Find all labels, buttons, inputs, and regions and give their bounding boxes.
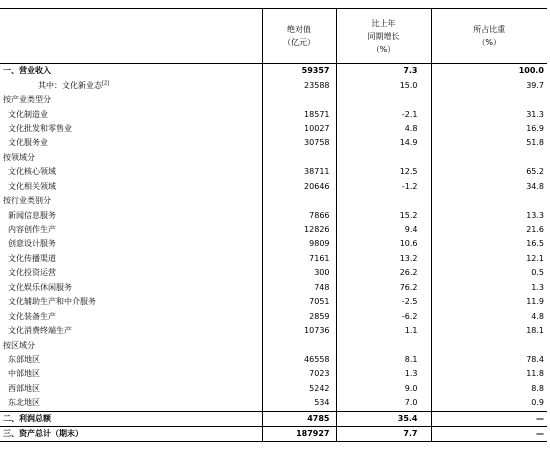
cell-share: 21.6 [431,223,547,237]
table-row [0,396,547,411]
header-row [0,9,547,64]
cell-value: 23588 [262,78,336,92]
cell-growth: 76.2 [336,281,431,295]
cell-value [262,93,336,107]
table-row [0,237,547,251]
cell-value: 30758 [262,136,336,150]
cell-growth: 35.4 [336,411,431,426]
cell-value: 187927 [262,426,336,441]
cell-growth [336,93,431,107]
table-row [0,353,547,367]
header-share-unit: （%） [477,38,502,47]
cell-share: 12.1 [431,252,547,266]
cell-share: 100.0 [431,64,547,79]
cell-value: 18571 [262,107,336,121]
table-row [0,223,547,237]
cell-growth: 1.1 [336,324,431,338]
cell-share: 1.3 [431,281,547,295]
cell-growth [336,338,431,352]
table-row [0,208,547,222]
table-row [0,382,547,396]
row-label: 文化辅助生产和中介服务 [8,297,96,307]
cell-growth: 7.0 [336,396,431,411]
table-row [0,367,547,381]
table-row [0,107,547,121]
cell-value: 7051 [262,295,336,309]
section-label: 按领域分 [3,152,35,162]
table-row [0,78,547,92]
cell-value: 38711 [262,165,336,179]
section-label: 按产业类型分 [3,95,51,105]
cell-share: 65.2 [431,165,547,179]
cell-value: 300 [262,266,336,280]
row-label: 文化核心领域 [8,167,56,177]
cell-share: 13.3 [431,208,547,222]
table-row [0,426,547,441]
cell-growth: 7.3 [336,64,431,79]
cell-share [431,151,547,165]
cell-value: 20646 [262,180,336,194]
cell-value: 46558 [262,353,336,367]
table-row [0,252,547,266]
cell-growth: 12.5 [336,165,431,179]
cell-growth: 10.6 [336,237,431,251]
cell-growth: 1.3 [336,367,431,381]
cell-share: 4.8 [431,309,547,323]
row-label [0,78,262,92]
cell-value: 534 [262,396,336,411]
cell-value: 59357 [262,64,336,79]
cell-share [431,338,547,352]
cell-value: 7023 [262,367,336,381]
section-label: 按行业类别分 [3,196,51,206]
header-growth-unit: （%） [371,44,396,54]
cell-value [262,151,336,165]
cell-growth: 13.2 [336,252,431,266]
row-label: 文化投资运营 [8,268,56,278]
cell-value: 7866 [262,208,336,222]
header-share-title: 所占比重 [473,25,506,34]
header-growth [336,9,431,64]
table-row [0,309,547,323]
table-row [0,64,547,79]
header-absolute-value-unit: （亿元） [283,38,315,47]
cell-value: 5242 [262,382,336,396]
row-label: 三、资产总计（期末） [0,426,262,441]
row-label: 东部地区 [8,354,40,364]
cell-share: 0.5 [431,266,547,280]
row-label: 二、利润总额 [0,411,262,426]
row-label: 文化消费终端生产 [8,326,72,336]
table-row [0,338,547,352]
cell-growth: -2.1 [336,107,431,121]
table-row [0,324,547,338]
row-label: 文化装备生产 [8,311,56,321]
cell-growth: 14.9 [336,136,431,150]
table-row [0,136,547,150]
cell-value: 7161 [262,252,336,266]
header-absolute-value [262,9,336,64]
table-row [0,122,547,136]
table-row [0,151,547,165]
cell-value: 2859 [262,309,336,323]
cell-share: — [431,411,547,426]
table-row [0,411,547,426]
table-row [0,180,547,194]
cell-share: 34.8 [431,180,547,194]
row-label: 中部地区 [8,369,40,379]
cell-share: — [431,426,547,441]
cell-growth: -2.5 [336,295,431,309]
cell-share: 31.3 [431,107,547,121]
statistics-table [0,8,547,442]
cell-value: 12826 [262,223,336,237]
row-label: 文化服务业 [8,138,48,148]
row-label: 新闻信息服务 [8,210,56,220]
cell-share: 16.9 [431,122,547,136]
cell-value: 9809 [262,237,336,251]
cell-growth: 8.1 [336,353,431,367]
cell-share: 11.9 [431,295,547,309]
row-label: 文化批发和零售业 [8,123,72,133]
cell-growth: 9.4 [336,223,431,237]
cell-growth [336,194,431,208]
table-row [0,194,547,208]
cell-share: 11.8 [431,367,547,381]
row-label: 东北地区 [8,398,40,408]
header-growth-line1: 比上年 [371,18,396,28]
table-row [0,266,547,280]
cell-share: 0.9 [431,396,547,411]
row-label: 西部地区 [8,383,40,393]
row-label: 文化娱乐休闲服务 [8,282,72,292]
header-growth-line2: 同期增长 [367,31,400,41]
cell-growth: 7.7 [336,426,431,441]
cell-share: 18.1 [431,324,547,338]
cell-share: 39.7 [431,78,547,92]
row-label: 一、营业收入 [3,66,51,76]
cell-share [431,194,547,208]
cell-growth: -1.2 [336,180,431,194]
table-row [0,295,547,309]
cell-growth: 26.2 [336,266,431,280]
cell-growth [336,151,431,165]
cell-value: 748 [262,281,336,295]
table-row [0,281,547,295]
cell-value [262,338,336,352]
cell-value: 10027 [262,122,336,136]
cell-share: 16.5 [431,237,547,251]
cell-growth: 4.8 [336,122,431,136]
cell-share: 78.4 [431,353,547,367]
table-row [0,93,547,107]
cell-share: 8.8 [431,382,547,396]
cell-growth: -6.2 [336,309,431,323]
table-row [0,165,547,179]
cell-value [262,194,336,208]
row-label: 文化传播渠道 [8,253,56,263]
header-absolute-value-title: 绝对值 [287,25,311,34]
cell-growth: 9.0 [336,382,431,396]
row-label-text: 其中：文化新业态 [38,80,102,90]
row-label: 文化相关领域 [8,181,56,191]
row-label: 内容创作生产 [8,225,56,235]
section-label: 按区域分 [3,340,35,350]
footnote-marker: [2] [102,80,110,86]
cell-value: 4785 [262,411,336,426]
header-share [431,9,547,64]
cell-growth: 15.0 [336,78,431,92]
header-label-column [0,9,262,64]
cell-share: 51.8 [431,136,547,150]
cell-share [431,93,547,107]
row-label: 文化制造业 [8,109,48,119]
cell-value: 10736 [262,324,336,338]
row-label: 创意设计服务 [8,239,56,249]
cell-growth: 15.2 [336,208,431,222]
